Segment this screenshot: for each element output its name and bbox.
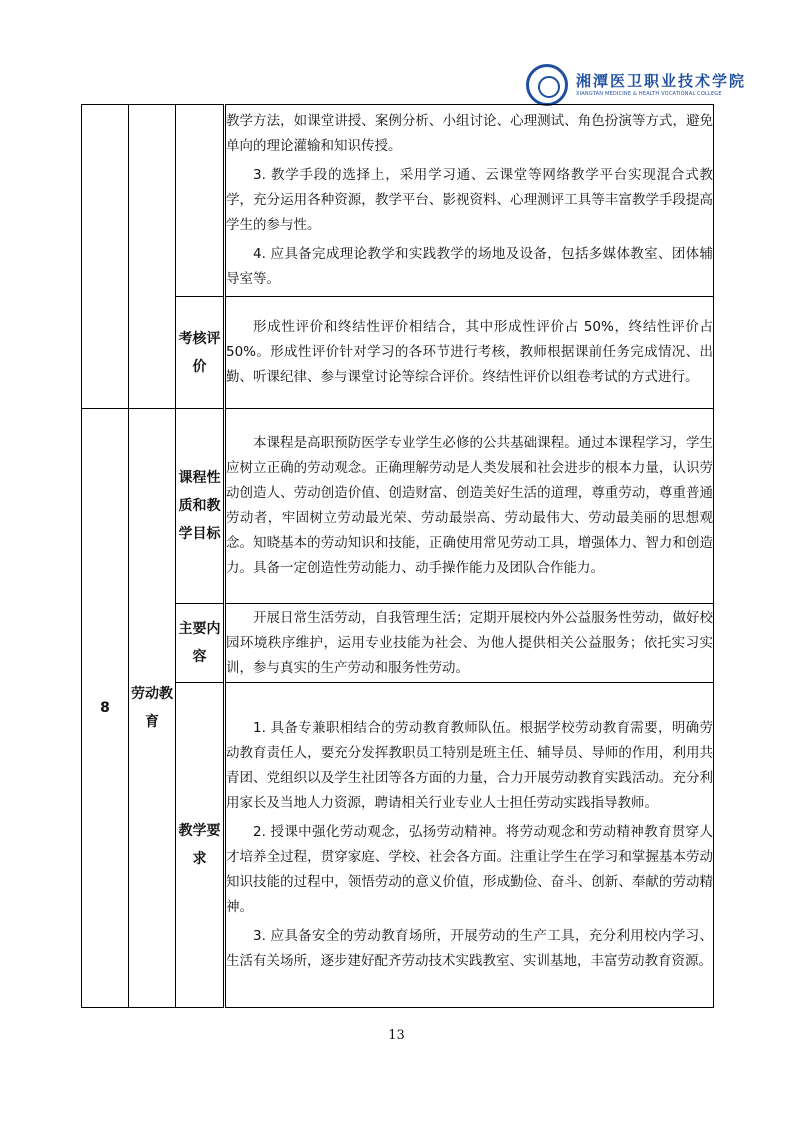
main-content-text-cell bbox=[225, 604, 714, 683]
methods-continued-text: 教学方法，如课堂讲授、案例分析、小组讨论、心理测试、角色扮演等方式，避免单向的理论灌输和知识传授。 bbox=[226, 113, 713, 154]
school-name-cn: 湘潭医卫职业技术学院 bbox=[576, 71, 747, 90]
assessment-text: 形成性评价和终结性评价相结合，其中形成性评价占 50%，终结性评价占 50%。形成性评价针对学习的各环节进行考核，教师根据课前任务完成情况、出勤、听课纪律、参与课堂讨论等综合评价。终结性评价以组卷考试的方式进行。 bbox=[226, 319, 713, 385]
assessment-label: 考核评价 bbox=[176, 297, 225, 409]
teaching-requirement-1: 1. 具备专兼职相结合的劳动教育教师队伍。根据学校劳动教育需要，明确劳动教育责任人，要充分发挥教职员工特别是班主任、辅导员、导师的作用，利用共青团、党组织以及学生社团等各方面的力量，合力开展劳动教育实践活动。充分利用家长及当地人力资源，聘请相关行业专业人士担任劳动实践指导教师。 bbox=[226, 720, 713, 811]
table-row bbox=[82, 409, 714, 604]
course-number: 8 bbox=[82, 409, 129, 1008]
prev-course-name-cell bbox=[129, 105, 176, 409]
course-nature-label: 课程性质和教学目标 bbox=[176, 409, 225, 604]
methods-item-3: 3. 教学手段的选择上，采用学习通、云课堂等网络教学平台实现混合式教学，充分运用各种资源，教学平台、影视资料、心理测评工具等丰富教学手段提高学生的参与性。 bbox=[226, 167, 713, 233]
page-number: 13 bbox=[388, 1028, 405, 1043]
teaching-requirement-3: 3. 应具备安全的劳动教育场所，开展劳动的生产工具，充分利用校内学习、生活有关场所，逐步建好配齐劳动技术实践教室、实训基地，丰富劳动教育资源。 bbox=[226, 928, 713, 969]
teaching-requirements-label: 教学要求 bbox=[176, 683, 225, 1008]
curriculum-table bbox=[81, 104, 714, 1008]
course-nature-text: 本课程是高职预防医学专业学生必修的公共基础课程。通过本课程学习，学生应树立正确的劳动观念。正确理解劳动是人类发展和社会进步的根本力量，认识劳动创造人、劳动创造价值、创造财富、创造美好生活的道理，尊重劳动，尊重普通劳动者，牢固树立劳动最光荣、劳动最崇高、劳动最伟大、劳动最美丽的思想观念。知晓基本的劳动知识和技能，正确使用常见劳动工具，增强体力、智力和创造力。具备一定创造性劳动能力、动手操作能力及团队合作能力。 bbox=[226, 435, 713, 576]
prev-course-number-cell bbox=[82, 105, 129, 409]
teaching-requirement-2: 2. 授课中强化劳动观念，弘扬劳动精神。将劳动观念和劳动精神教育贯穿人才培养全过程，贯穿家庭、学校、社会各方面。注重让学生在学习和掌握基本劳动知识技能的过程中，领悟劳动的意义价值，形成勤俭、奋斗、创新、奉献的劳动精神。 bbox=[226, 824, 713, 915]
school-name-en: XIANGTAN MEDICINE & HEALTH VOCATIONAL COLLEGE bbox=[576, 90, 722, 97]
methods-item-4: 4. 应具备完成理论教学和实践教学的场地及设备，包括多媒体教室、团体辅导室等。 bbox=[226, 246, 713, 287]
table-row bbox=[82, 297, 714, 409]
table-row bbox=[82, 683, 714, 1008]
school-emblem-icon bbox=[526, 64, 568, 106]
main-content-label: 主要内容 bbox=[176, 604, 225, 683]
table-row bbox=[82, 105, 714, 297]
assessment-text-cell bbox=[225, 297, 714, 409]
course-nature-text-cell bbox=[225, 409, 714, 604]
table-row bbox=[82, 604, 714, 683]
prev-label-cell bbox=[176, 105, 225, 297]
main-content-text: 开展日常生活劳动，自我管理生活；定期开展校内外公益服务性劳动，做好校园环境秩序维护，运用专业技能为社会、为他人提供相关公益服务；依托实习实训，参与真实的生产劳动和服务性劳动。 bbox=[226, 609, 713, 676]
teaching-requirements-text-cell bbox=[225, 683, 714, 1008]
school-logo bbox=[526, 64, 746, 106]
teaching-methods-cell bbox=[225, 105, 714, 297]
course-name: 劳动教育 bbox=[129, 409, 176, 1008]
